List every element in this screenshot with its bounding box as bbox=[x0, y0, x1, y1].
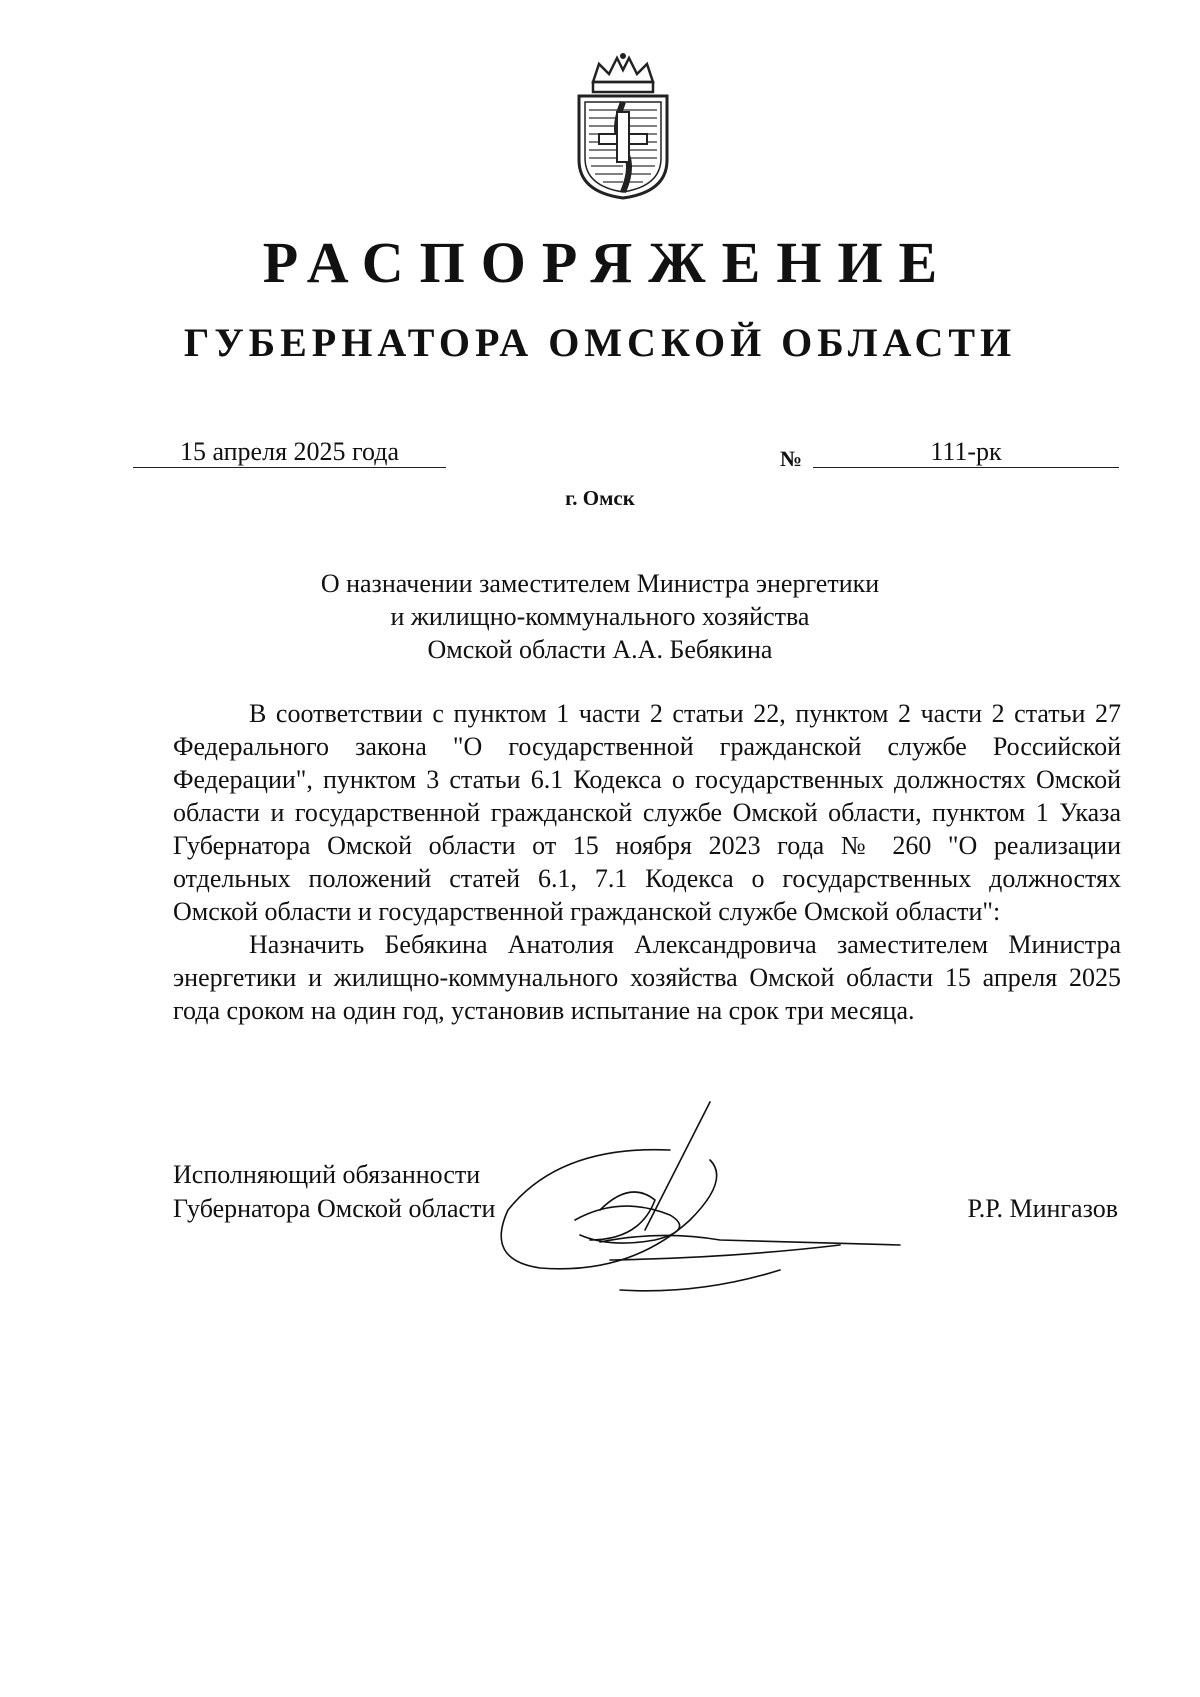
body-paragraph-order: Назначить Бебякина Анатолия Александровича заместителем Министра энергетики и жилищно-коммунального хозяйства Омской области 15 апреля 2025 года сроком на один год, установив испытание на срок три месяца. bbox=[173, 930, 1121, 1025]
subject-line: Омской области А.А. Бебякина bbox=[427, 635, 773, 664]
handwritten-signature-icon bbox=[480, 1090, 1000, 1310]
document-title: РАСПОРЯЖЕНИЕ bbox=[262, 230, 954, 295]
number-sign: № bbox=[780, 446, 803, 471]
signatory-position-line: Исполняющий обязанности bbox=[173, 1160, 481, 1189]
document-subtitle: ГУБЕРНАТОРА ОМСКОЙ ОБЛАСТИ bbox=[183, 320, 1017, 365]
document-city: г. Омск bbox=[565, 486, 635, 510]
signatory-position bbox=[173, 1158, 495, 1226]
document-date: 15 апреля 2025 года bbox=[133, 436, 446, 468]
body-paragraph-basis: В соответствии с пунктом 1 части 2 статьи 22, пунктом 2 части 2 статьи 27 Федерального закона "О государственной гражданской службе Российской Федерации", пунктом 3 статьи 6.1 Кодекса о государственных должностях Омской области и государственной гражданской службе Омской области, пунктом 1 Указа Губернатора Омской области от 15 ноября 2023 года № 260 "О реализации отдельных положений статей 6.1, 7.1 Кодекса о государственных должностях Омской области и государственной гражданской службе Омской области": bbox=[173, 699, 1121, 926]
document-subject bbox=[240, 567, 960, 666]
subject-line: О назначении заместителем Министра энергетики bbox=[320, 569, 880, 598]
document-number: 111-рк bbox=[813, 436, 1119, 468]
subject-line: и жилищно-коммунального хозяйства bbox=[390, 602, 810, 631]
signatory-position-line: Губернатора Омской области bbox=[173, 1194, 496, 1223]
signatory-name: Р.Р. Мингазов bbox=[967, 1194, 1118, 1223]
document-body bbox=[173, 697, 1121, 1027]
coat-of-arms-icon bbox=[563, 52, 683, 202]
